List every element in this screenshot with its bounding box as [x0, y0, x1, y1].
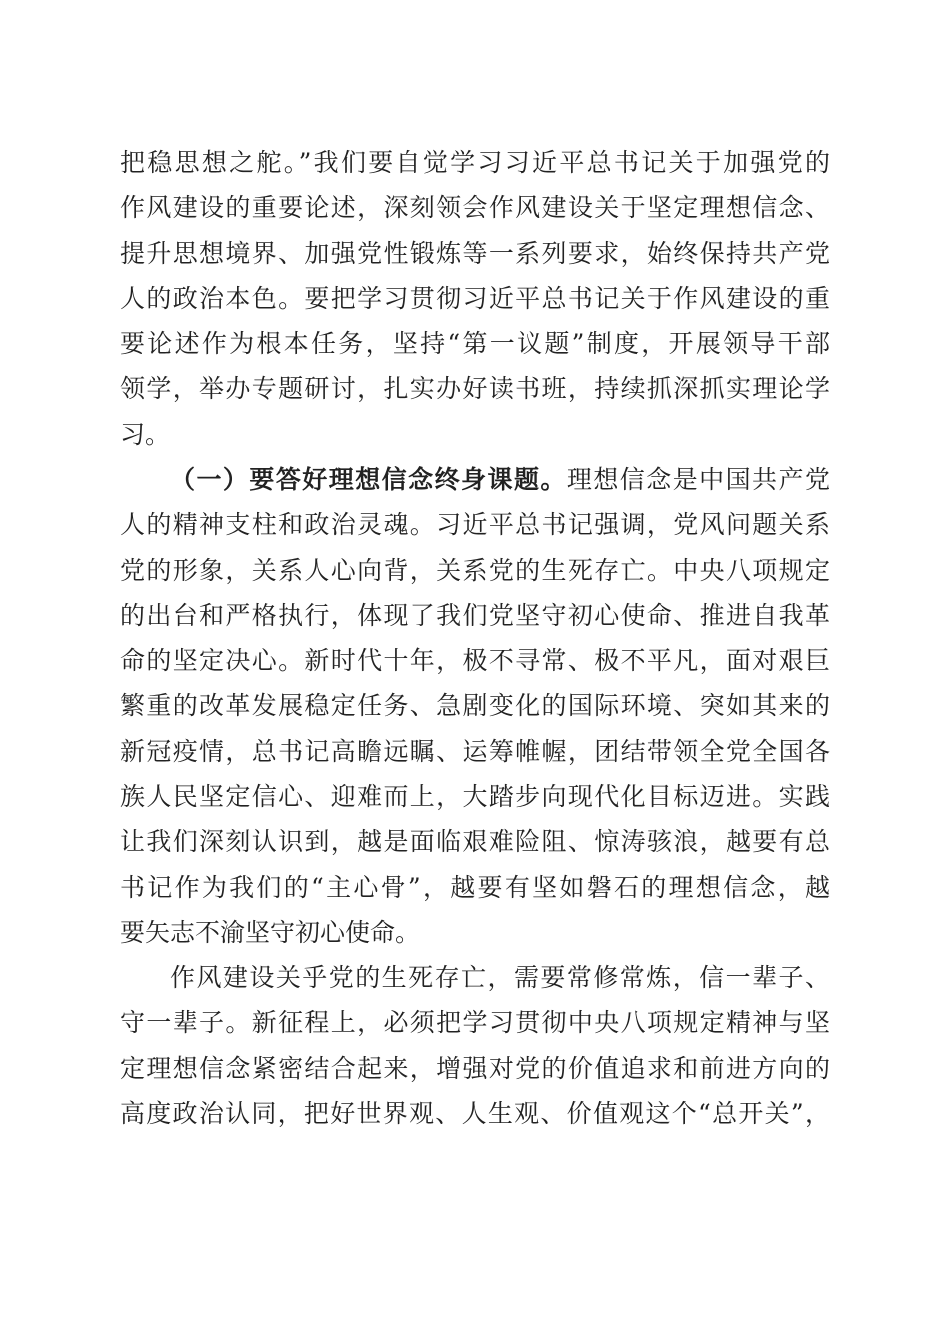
- paragraph-line: 繁重的改革发展稳定任务、急剧变化的国际环境、突如其来的: [120, 691, 830, 721]
- paragraph-line: 定理想信念紧密结合起来，增强对党的价值追求和前进方向的: [120, 1053, 830, 1083]
- paragraph-line: 人的精神支柱和政治灵魂。习近平总书记强调，党风问题关系: [120, 510, 830, 540]
- paragraph-line: 要矢志不渝坚守初心使命。: [120, 917, 421, 947]
- paragraph-line: 要论述作为根本任务，坚持“第一议题”制度，开展领导干部: [120, 329, 830, 359]
- paragraph-line: 族人民坚定信心、迎难而上，大踏步向现代化目标迈进。实践: [120, 782, 830, 812]
- paragraph-line: 提升思想境界、加强党性锻炼等一系列要求，始终保持共产党: [120, 238, 830, 268]
- paragraph-line: 命的坚定决心。新时代十年，极不寻常、极不平凡，面对艰巨: [120, 646, 830, 676]
- paragraph-line: 书记作为我们的“主心骨”，越要有坚如磐石的理想信念，越: [120, 872, 830, 902]
- paragraph-line: 高度政治认同，把好世界观、人生观、价值观这个“总开关”，: [120, 1098, 830, 1128]
- paragraph-2: [120, 457, 830, 955]
- paragraph-line: 新冠疫情，总书记高瞻远瞩、运筹帷幄，团结带领全党全国各: [120, 736, 830, 766]
- paragraph-line: 党的形象，关系人心向背，关系党的生死存亡。中央八项规定: [120, 555, 830, 585]
- paragraph-3: [120, 955, 830, 1136]
- paragraph-line: 守一辈子。新征程上，必须把学习贯彻中央八项规定精神与坚: [120, 1008, 830, 1038]
- paragraph-line-rest: 理想信念是中国共产党: [566, 465, 830, 494]
- paragraph-line: 作风建设的重要论述，深刻领会作风建设关于坚定理想信念、: [120, 193, 830, 223]
- paragraph-line: 领学，举办专题研讨，扎实办好读书班，持续抓深抓实理论学: [120, 374, 830, 404]
- paragraph-line: 人的政治本色。要把学习贯彻习近平总书记关于作风建设的重: [120, 283, 830, 313]
- paragraph-1: [120, 140, 830, 457]
- paragraph-line: 的出台和严格执行，体现了我们党坚守初心使命、推进自我革: [120, 600, 830, 630]
- paragraph-line: 作风建设关乎党的生死存亡，需要常修常炼，信一辈子、: [170, 963, 830, 992]
- paragraph-first-line: [120, 457, 830, 502]
- section-heading: （一）要答好理想信念终身课题。: [170, 465, 567, 494]
- paragraph-line: 习。: [120, 419, 171, 449]
- paragraph-line: 让我们深刻认识到，越是面临艰难险阻、惊涛骇浪，越要有总: [120, 827, 830, 857]
- paragraph-line: 把稳思想之舵。”我们要自觉学习习近平总书记关于加强党的: [120, 148, 830, 177]
